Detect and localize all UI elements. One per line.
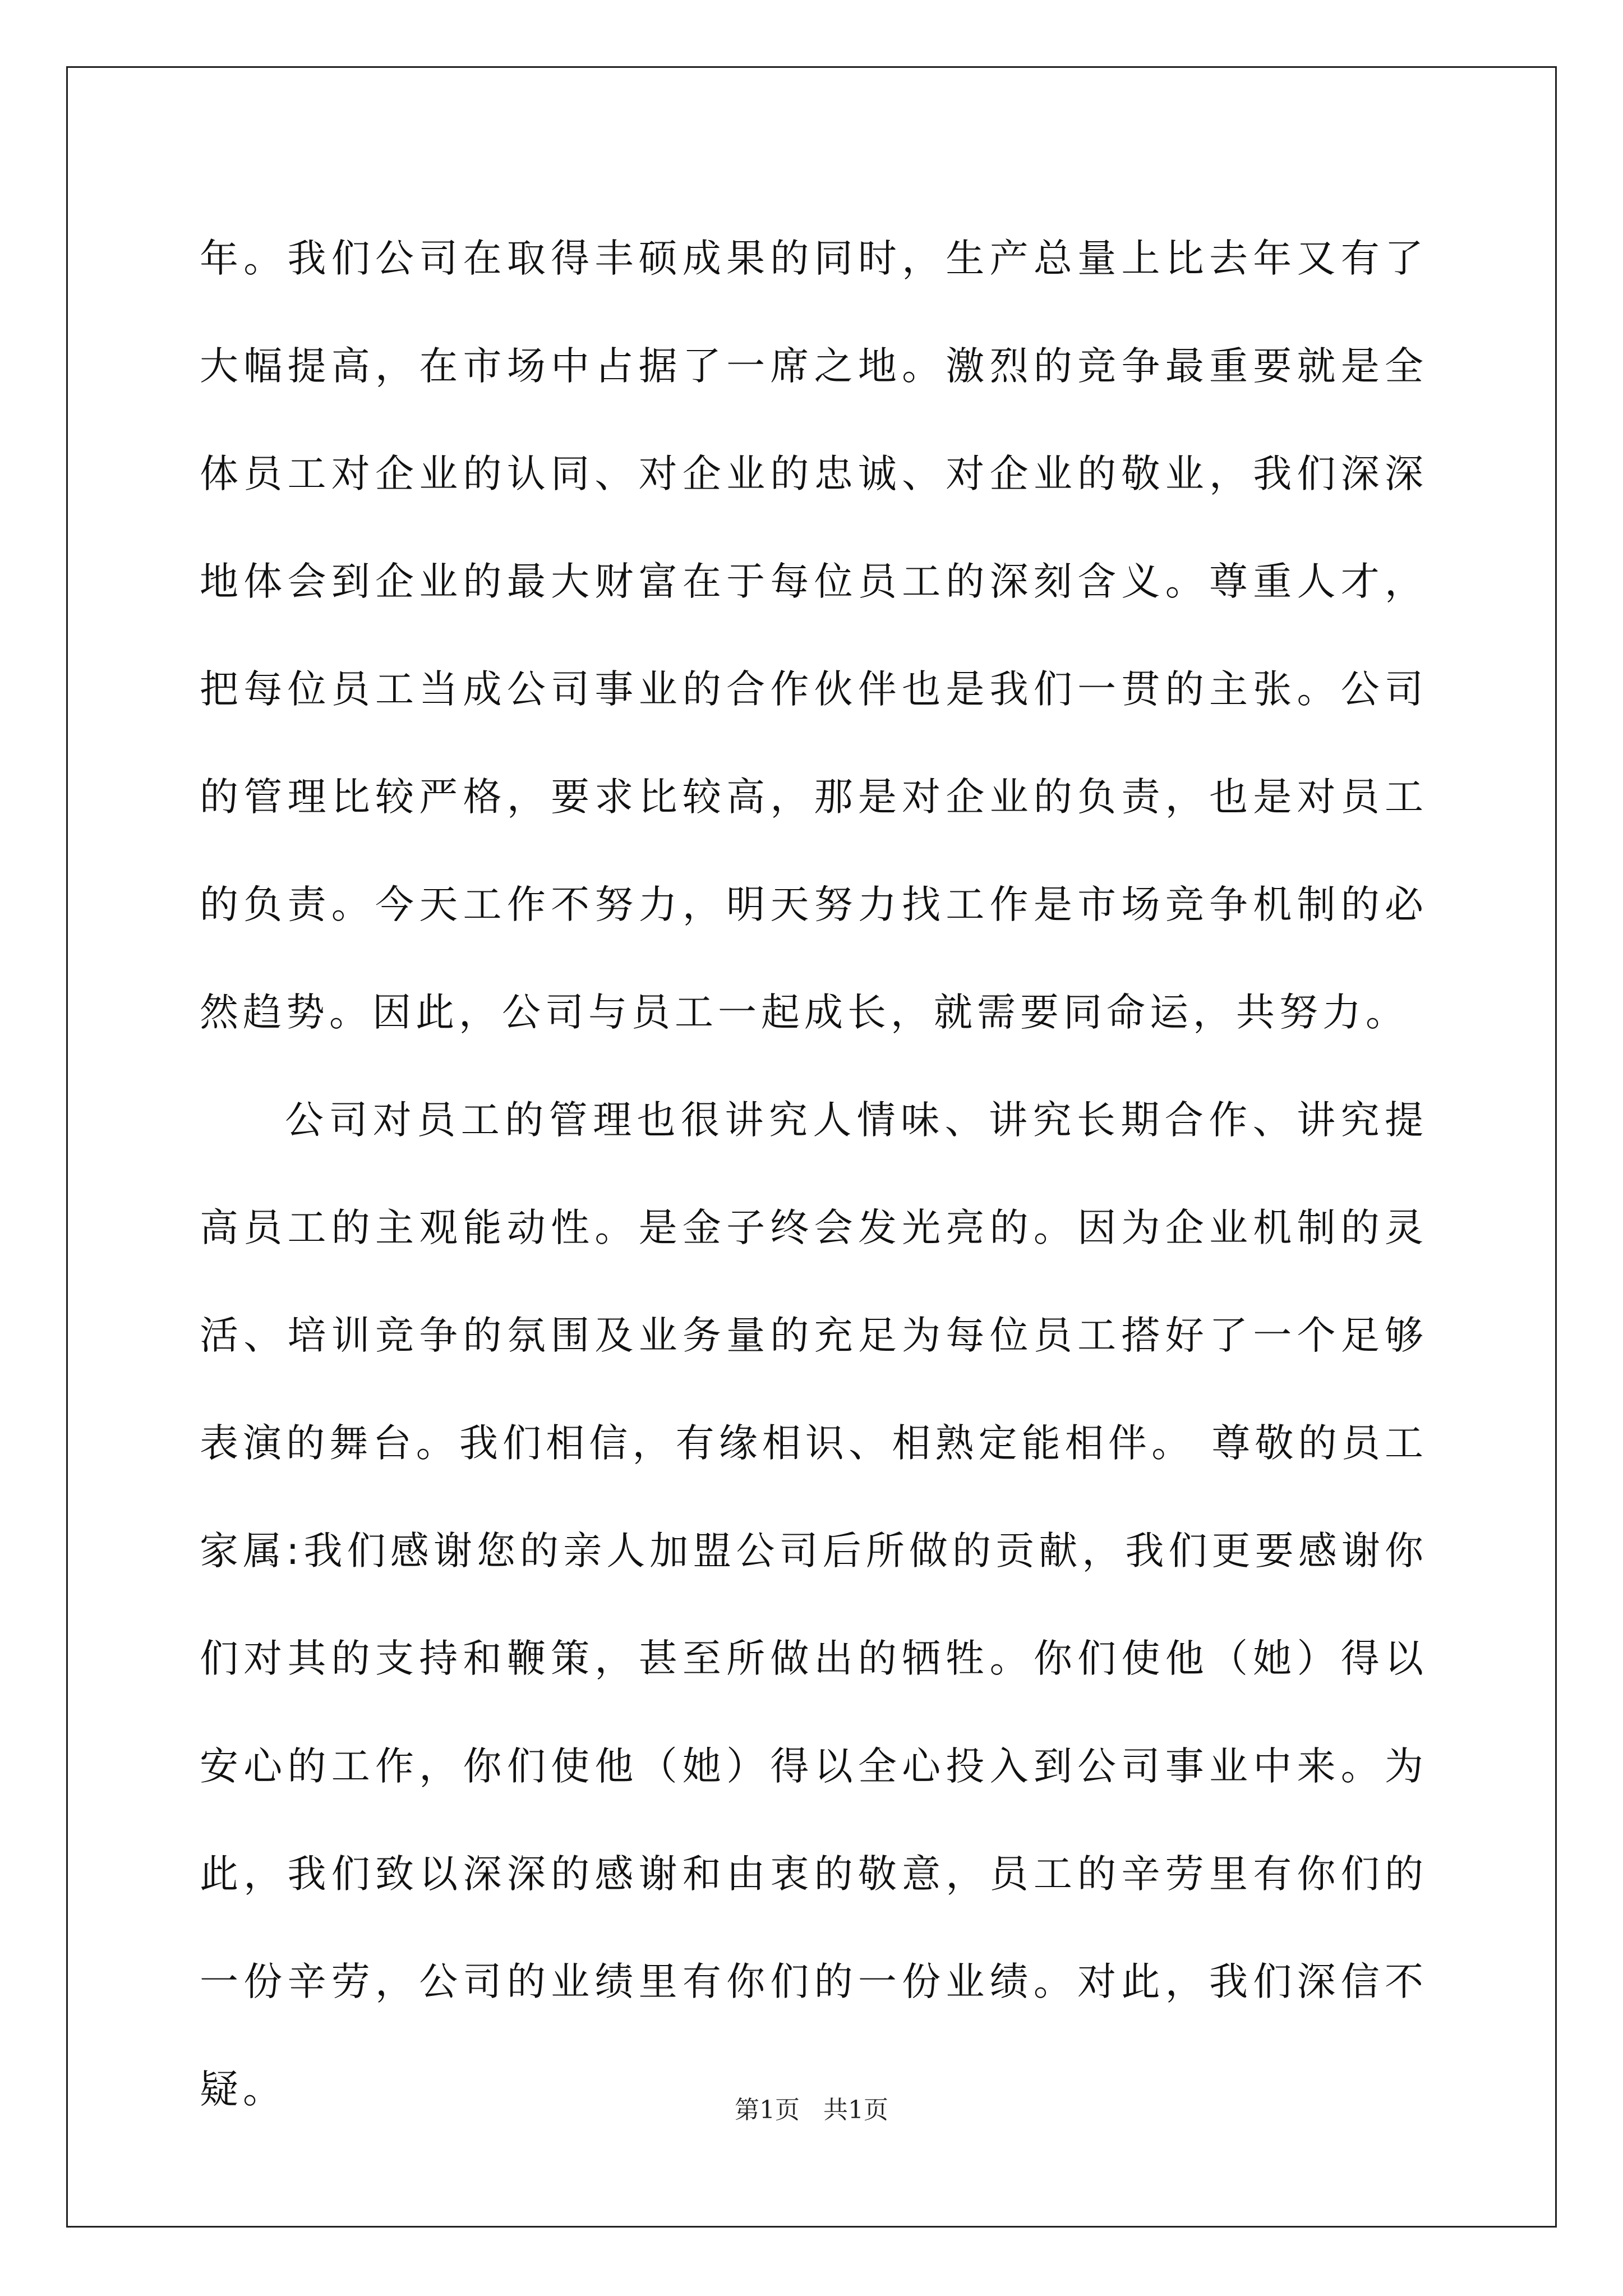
page-number-footer: 第1页 共1页 [735,2096,888,2124]
paragraph-2: 公司对员工的管理也很讲究人情味、讲究长期合作、讲究提高员工的主观能动性。是金子终会发光亮的。因为企业机制的灵活、培训竞争的氛围及业务量的充足为每位员工搭好了一个足够表演的舞台。我们相信，有缘相识、相熟定能相伴。 尊敬的员工家属:我们感谢您的亲人加盟公司后所做的贡献，我们更要感谢你们对其的支持和鞭策，甚至所做出的牺牲。你们使他（她）得以安心的工作，你们使他（她）得以全心投入到公司事业中来。为此，我们致以深深的感谢和由衷的敬意，员工的辛劳里有你们的一份辛劳，公司的业绩里有你们的一份业绩。对此，我们深信不疑。 [200,1098,1428,2112]
document-body [200,205,1428,2143]
paragraph-1: 年。我们公司在取得丰硕成果的同时，生产总量上比去年又有了大幅提高，在市场中占据了一席之地。激烈的竞争最重要就是全体员工对企业的认同、对企业的忠诚、对企业的敬业，我们深深地体会到企业的最大财富在于每位员工的深刻含义。尊重人才，把每位员工当成公司事业的合作伙伴也是我们一贯的主张。公司的管理比较严格，要求比较高，那是对企业的负责，也是对员工的负责。今天工作不努力，明天努力找工作是市场竞争机制的必然趋势。因此，公司与员工一起成长，就需要同命运，共努力。 [200,236,1428,1035]
